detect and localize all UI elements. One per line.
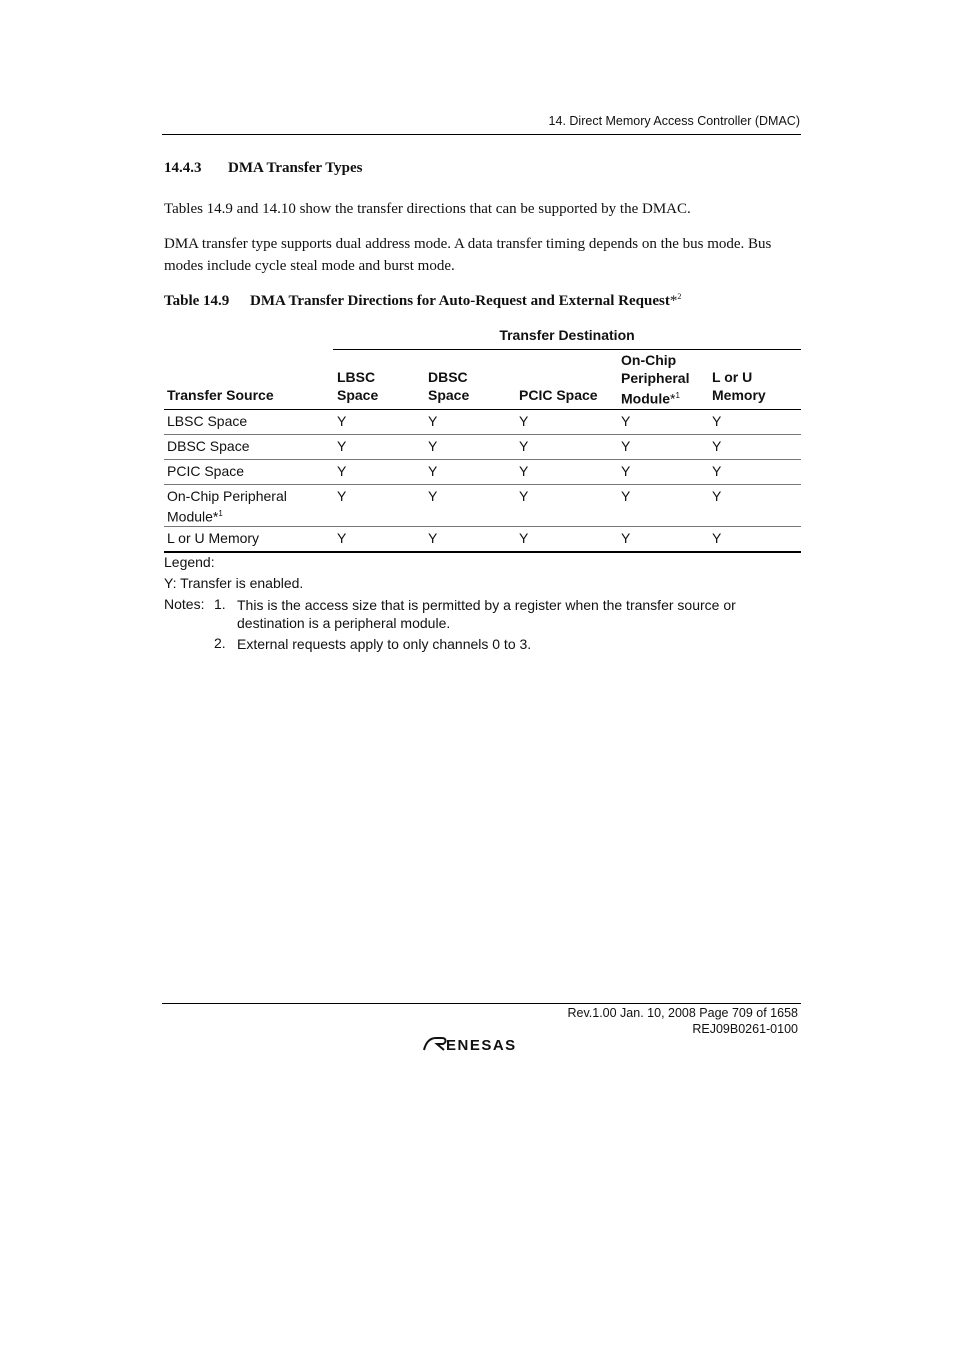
group-header: Transfer Destination <box>499 327 635 343</box>
note-number: 1. <box>214 596 226 612</box>
table-cell: Y <box>621 413 631 429</box>
row-rule <box>164 434 801 435</box>
table-bottom-rule <box>164 551 801 553</box>
row-rule <box>164 459 801 460</box>
table-cell: Y <box>712 463 722 479</box>
table-cell: Y <box>337 530 347 546</box>
column-header-pcic: PCIC Space <box>519 387 598 403</box>
table-cell: Y <box>337 488 347 504</box>
section-heading <box>164 160 362 177</box>
table-cell: Y <box>519 530 529 546</box>
table-cell: Y <box>519 488 529 504</box>
column-header-line: DBSC <box>428 369 468 385</box>
header-bottom-rule <box>164 409 801 410</box>
table-cell: Y <box>428 463 438 479</box>
table-cell: Y <box>712 488 722 504</box>
row-source-line: On-Chip Peripheral <box>167 488 287 504</box>
row-source: LBSC Space <box>167 413 248 429</box>
table-title-note-mark: * <box>669 293 678 309</box>
footer-docnumber: REJ09B0261-0100 <box>692 1022 798 1036</box>
group-header-rule <box>333 349 801 350</box>
column-header-text: Module <box>621 390 670 407</box>
table-cell: Y <box>519 438 529 454</box>
column-header-line: Space <box>428 386 470 403</box>
column-header-line: LBSC <box>337 369 376 385</box>
row-source: DBSC Space <box>167 438 250 454</box>
row-rule <box>164 526 801 527</box>
table-cell: Y <box>428 488 438 504</box>
note-text: This is the access size that is permitted by a register when the transfer source or destination is a peripheral module. <box>237 597 736 631</box>
paragraph-2: DMA transfer type supports dual address mode. A data transfer timing depends on the bus mode. Bus modes include cycle steal mode and burst mode. <box>164 236 772 274</box>
note-number: 1 <box>218 509 223 518</box>
column-header-line: Memory <box>712 386 766 403</box>
table-cell: Y <box>712 530 722 546</box>
column-header-lbsc <box>337 369 378 404</box>
paragraph-1: Tables 14.9 and 14.10 show the transfer directions that can be supported by the DMAC. <box>164 201 691 217</box>
logo-text: ENESAS <box>446 1037 517 1054</box>
table-cell: Y <box>621 530 631 546</box>
table-cell: Y <box>428 413 438 429</box>
legend-entry: Y: Transfer is enabled. <box>164 575 304 591</box>
table-number: Table 14.9 <box>164 293 230 309</box>
note-number: 2. <box>214 635 226 651</box>
table-cell: Y <box>621 438 631 454</box>
column-header-line: L or U <box>712 369 753 385</box>
table-title-note-num: 2 <box>677 292 682 301</box>
row-source: PCIC Space <box>167 463 245 479</box>
table-cell: Y <box>519 413 529 429</box>
column-header-onchip <box>621 352 689 408</box>
footer-rule <box>162 1003 801 1004</box>
note-number: 1 <box>675 391 680 400</box>
column-header-line <box>621 387 689 408</box>
column-header-line: Peripheral <box>621 369 690 386</box>
table-cell: Y <box>621 463 631 479</box>
row-source <box>167 487 287 526</box>
column-header-dbsc <box>428 369 469 404</box>
column-header-memory <box>712 369 766 404</box>
table-title: DMA Transfer Directions for Auto-Request and External Request <box>250 293 670 309</box>
running-header: 14. Direct Memory Access Controller (DMAC) <box>548 114 800 128</box>
table-cell: Y <box>519 463 529 479</box>
source-header: Transfer Source <box>167 387 274 403</box>
column-header-line: Space <box>337 386 379 403</box>
table-cell: Y <box>337 413 347 429</box>
table-cell: Y <box>428 530 438 546</box>
row-source-line <box>167 505 287 526</box>
row-source-text: Module <box>167 508 213 525</box>
section-number: 14.4.3 <box>164 160 202 176</box>
row-source: L or U Memory <box>167 530 260 546</box>
table-cell: Y <box>712 413 722 429</box>
table-cell: Y <box>428 438 438 454</box>
section-title: DMA Transfer Types <box>228 160 363 176</box>
footer-revision: Rev.1.00 Jan. 10, 2008 Page 709 of 1658 <box>567 1006 798 1020</box>
note-mark: * <box>212 508 219 525</box>
table-cell: Y <box>621 488 631 504</box>
row-rule <box>164 484 801 485</box>
notes-label: Notes: <box>164 596 205 612</box>
renesas-logo <box>420 1033 542 1060</box>
note-text: External requests apply to only channels 0 to 3. <box>237 636 532 652</box>
note-mark: * <box>670 390 676 407</box>
column-header-line: On-Chip <box>621 352 677 368</box>
header-rule <box>162 134 801 135</box>
table-cell: Y <box>337 438 347 454</box>
table-cell: Y <box>712 438 722 454</box>
table-caption <box>164 292 681 310</box>
renesas-logo-icon <box>420 1033 542 1055</box>
table-cell: Y <box>337 463 347 479</box>
legend-label: Legend: <box>164 554 215 570</box>
